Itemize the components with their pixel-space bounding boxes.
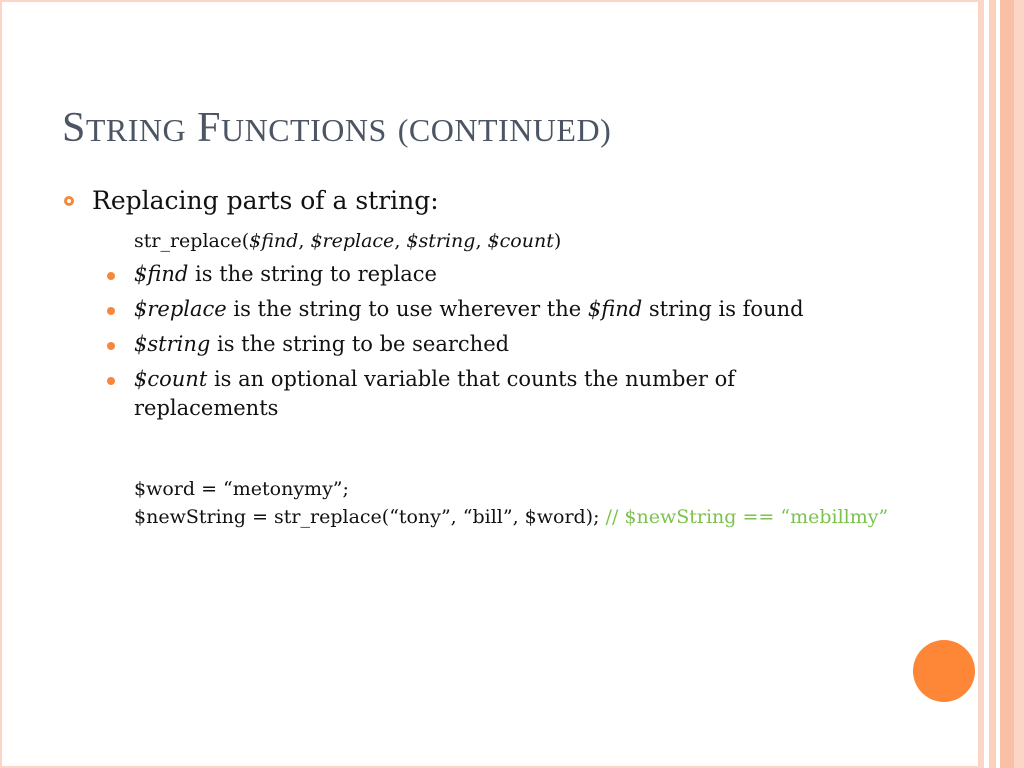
bullet-count-continued: replacements (134, 396, 279, 420)
dot-bullet-icon (107, 342, 115, 350)
example-line-1: $word = “metonymy”; (134, 478, 349, 500)
title-cap: S (62, 105, 86, 151)
title-rest: TRING (85, 112, 187, 148)
function-signature (134, 230, 561, 252)
sig-arg: $replace (310, 230, 395, 252)
title-rest: UNCTIONS (220, 112, 387, 148)
decorative-circle (913, 640, 975, 702)
var-name: $find (587, 297, 643, 321)
var-name: $count (134, 367, 208, 391)
right-stripe (1000, 0, 1014, 768)
example-line-2 (134, 506, 888, 528)
sig-sep: , (475, 230, 488, 252)
var-name: $replace (134, 297, 227, 321)
title-paren: (CONTINUED) (397, 112, 612, 148)
bullet-count (134, 367, 735, 391)
example-comment: // $newString == “mebillmy” (605, 506, 889, 528)
bullet-text: is the string to be searched (210, 332, 510, 356)
main-bullet-text: Replacing parts of a string: (92, 186, 439, 215)
ring-bullet-icon (64, 196, 74, 206)
slide-title (62, 104, 611, 152)
bullet-text: is the string to use wherever the (226, 297, 588, 321)
bullet-text: string is found (642, 297, 804, 321)
bullet-text: is the string to replace (188, 262, 437, 286)
title-cap: F (197, 105, 221, 151)
bullet-string (134, 332, 509, 356)
var-name: $find (134, 262, 189, 286)
example-code: $newString = str_replace(“tony”, “bill”, $word); (134, 506, 606, 528)
right-stripe (989, 0, 996, 768)
frame-top (0, 0, 978, 2)
right-stripe (1014, 0, 1024, 768)
sig-suffix: ) (553, 230, 562, 252)
sig-prefix: str_replace( (134, 230, 250, 252)
var-name: $string (134, 332, 211, 356)
sig-sep: , (298, 230, 311, 252)
bullet-find (134, 262, 437, 286)
dot-bullet-icon (107, 307, 115, 315)
bullet-text: is an optional variable that counts the number of (207, 367, 736, 391)
sig-sep: , (394, 230, 407, 252)
bullet-replace (134, 297, 804, 321)
dot-bullet-icon (107, 272, 115, 280)
dot-bullet-icon (107, 377, 115, 385)
sig-arg: $find (249, 230, 299, 252)
frame-left (0, 0, 2, 768)
sig-arg: $count (487, 230, 554, 252)
sig-arg: $string (406, 230, 476, 252)
